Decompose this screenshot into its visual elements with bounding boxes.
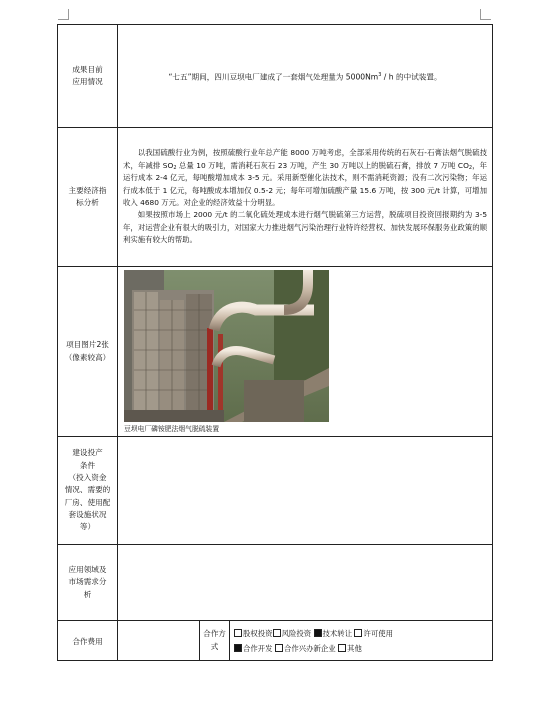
row-market xyxy=(58,545,493,621)
option-new-enterprise[interactable]: 合作兴办新企业 xyxy=(275,644,336,653)
row-photos xyxy=(58,267,493,437)
label-cooperation-mode: 合作方 式 xyxy=(200,621,230,661)
cooperation-fee-field[interactable] xyxy=(118,621,200,661)
checkbox-equity-investment[interactable] xyxy=(234,629,242,637)
option-other[interactable]: 其他 xyxy=(338,644,362,653)
checkbox-other[interactable] xyxy=(338,644,346,652)
checkbox-new-enterprise[interactable] xyxy=(275,644,283,652)
market-field[interactable] xyxy=(118,545,493,621)
row-conditions xyxy=(58,437,493,545)
option-venture-investment[interactable]: 风险投资 xyxy=(273,629,312,638)
label-economic: 主要经济指 标分析 xyxy=(58,128,118,267)
row-application xyxy=(58,25,493,128)
economic-paragraph-2: 如果按照市场上 2000 元/t 的二氧化硫处理成本进行烟气脱硫第三方运营，脱硫项目投资回报期约为 3-5 年，对运营企业有很大的吸引力，对国家大力推进烟气污染治理行业特许经营权、加快发展环保服务业政策的顺利实施有较大的帮助。 xyxy=(123,210,488,245)
crop-mark-top-left xyxy=(58,9,69,20)
checkbox-joint-development[interactable] xyxy=(234,644,242,652)
label-photos: 项目图片2张 （像素较高） xyxy=(58,267,118,437)
application-text: “七五”期间，四川豆坝电厂建成了一套烟气处理量为 5000Nm$^3$ / h 的中试装置。 xyxy=(168,71,442,82)
photo-caption: 豆坝电厂磷铵肥法烟气脱硫装置 xyxy=(124,425,220,433)
checkbox-license[interactable] xyxy=(354,629,362,637)
row-economic xyxy=(58,128,493,267)
row-cooperation xyxy=(58,621,493,661)
label-market: 应用领域及 市场需求分 析 xyxy=(58,545,118,621)
option-joint-development[interactable]: 合作开发 xyxy=(234,644,273,653)
conditions-field[interactable] xyxy=(118,437,493,545)
economic-paragraph-1: 以我国硫酸行业为例，按照硫酸行业年总产能 8000 万吨考虑，全部采用传统的石灰石-石膏法烟气脱硫技术，年减排 $SO_2$ 总量 10 万吨，需消耗石灰石 23 万吨，产生 30 万吨以上的脱硫石膏，排放 7 万吨 $CO_2$，年运行成本 2-4 亿元，每吨酸增加成本 3-5 元。采用新型催化法技术，则不需消耗资源；没有二次污染物；年运行成本低于 1 亿元，每吨酸成本增加仅 0.5-2 元；每年可增加硫酸产量 15.6 万吨，按 300 元/t 计算，可增加收入 4680 万元。对企业的经济效益十分明显。 xyxy=(123,148,488,207)
desulfurization-plant-photo xyxy=(124,270,329,422)
checkbox-tech-transfer[interactable] xyxy=(314,629,322,637)
photos-content xyxy=(118,267,493,437)
option-tech-transfer[interactable]: 技术转让 xyxy=(314,629,353,638)
checkbox-venture-investment[interactable] xyxy=(273,629,281,637)
option-equity-investment[interactable]: 股权投资 xyxy=(234,629,273,638)
project-info-table xyxy=(57,24,493,661)
cooperation-mode-options xyxy=(230,621,493,661)
label-application: 成果目前 应用情况 xyxy=(58,25,118,128)
label-conditions: 建设投产 条件 （投入资金 情况、需要的 厂房、使用配 套设施状况 等） xyxy=(58,437,118,545)
crop-mark-top-right xyxy=(480,9,491,20)
label-cooperation-fee: 合作费用 xyxy=(58,621,118,661)
option-license[interactable]: 许可使用 xyxy=(354,629,393,638)
application-content xyxy=(118,25,493,128)
economic-content xyxy=(118,128,493,267)
